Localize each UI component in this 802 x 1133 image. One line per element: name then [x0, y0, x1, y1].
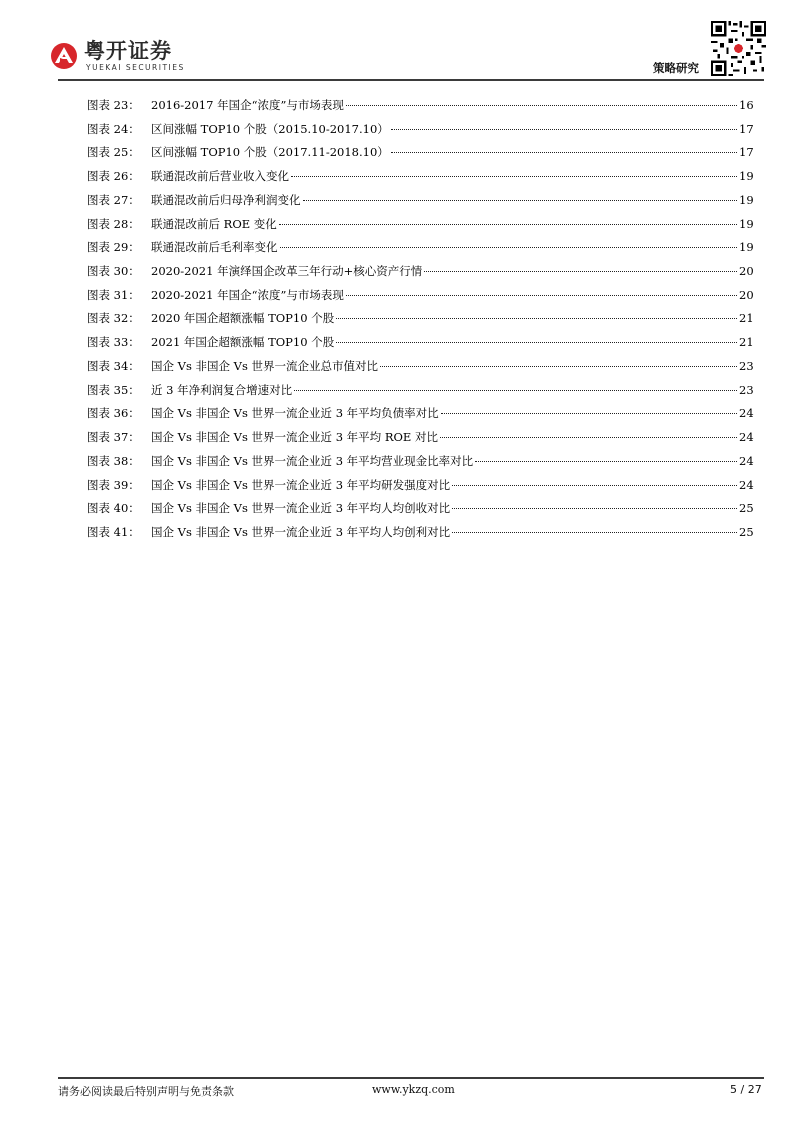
toc-entry-page: 16 [739, 98, 754, 112]
toc-entry[interactable] [87, 141, 754, 165]
toc-dot-leader [424, 271, 737, 272]
toc-entry-title: 联通混改前后营业收入变化 [151, 169, 289, 184]
toc-dot-leader [336, 318, 737, 319]
toc-dot-leader [346, 295, 737, 296]
toc-entry-label: 图表 39： [87, 477, 140, 492]
figure-index-list [87, 94, 754, 545]
toc-entry-label: 图表 28： [87, 216, 140, 231]
toc-entry-page: 17 [739, 121, 754, 136]
toc-dot-leader [452, 532, 737, 533]
toc-dot-leader [452, 508, 737, 509]
toc-entry[interactable] [87, 402, 754, 426]
toc-entry-page: 21 [739, 311, 754, 326]
toc-entry-title: 2020-2021 年演绎国企改革三年行动+核心资产行情 [151, 264, 423, 279]
toc-entry-page: 25 [739, 524, 754, 539]
yuekai-logo-icon [50, 42, 78, 70]
toc-entry-label: 图表 30： [87, 264, 140, 279]
header-divider [58, 79, 764, 81]
toc-entry[interactable] [87, 165, 754, 189]
toc-entry[interactable] [87, 236, 754, 260]
toc-entry-label: 图表 33： [87, 335, 140, 350]
toc-dot-leader [294, 390, 737, 391]
toc-entry-page: 19 [739, 192, 754, 207]
toc-entry-page: 24 [739, 406, 754, 421]
toc-entry[interactable] [87, 118, 754, 142]
toc-dot-leader [336, 342, 737, 343]
toc-entry[interactable] [87, 331, 754, 355]
footer-website: www.ykzq.com [372, 1083, 455, 1096]
toc-dot-leader [440, 437, 737, 438]
toc-entry-page: 19 [739, 169, 754, 184]
toc-entry-title: 国企 Vs 非国企 Vs 世界一流企业近 3 年平均 ROE 对比 [151, 430, 438, 445]
page-number: 5 / 27 [730, 1083, 762, 1096]
toc-entry-title: 区间涨幅 TOP10 个股（2015.10-2017.10） [151, 121, 389, 136]
toc-entry-title: 2020-2021 年国企“浓度”与市场表现 [151, 287, 344, 302]
toc-entry-label: 图表 29： [87, 240, 140, 255]
toc-dot-leader [441, 413, 737, 414]
toc-entry-page: 23 [739, 382, 754, 397]
toc-entry-label: 图表 23： [87, 98, 140, 112]
toc-entry[interactable] [87, 497, 754, 521]
toc-entry-label: 图表 38： [87, 453, 140, 468]
toc-entry-label: 图表 25： [87, 145, 140, 160]
toc-entry-label: 图表 35： [87, 382, 140, 397]
toc-entry-page: 19 [739, 216, 754, 231]
toc-entry-title: 联通混改前后 ROE 变化 [151, 216, 277, 231]
toc-entry-title: 国企 Vs 非国企 Vs 世界一流企业近 3 年平均负债率对比 [151, 406, 439, 421]
toc-entry-title: 联通混改前后毛利率变化 [151, 240, 278, 255]
toc-entry[interactable] [87, 355, 754, 379]
toc-entry[interactable] [87, 379, 754, 403]
toc-entry[interactable] [87, 213, 754, 237]
toc-entry-page: 19 [739, 240, 754, 255]
toc-entry[interactable] [87, 260, 754, 284]
toc-entry-page: 21 [739, 335, 754, 350]
toc-entry-title: 国企 Vs 非国企 Vs 世界一流企业近 3 年平均研发强度对比 [151, 477, 451, 492]
toc-entry-title: 2021 年国企超额涨幅 TOP10 个股 [151, 335, 335, 350]
toc-entry[interactable] [87, 307, 754, 331]
toc-entry-title: 国企 Vs 非国企 Vs 世界一流企业总市值对比 [151, 358, 379, 373]
toc-entry-label: 图表 40： [87, 501, 140, 516]
toc-entry-label: 图表 41： [87, 524, 140, 539]
toc-dot-leader [279, 224, 737, 225]
toc-entry[interactable] [87, 426, 754, 450]
toc-entry-label: 图表 26： [87, 169, 140, 184]
toc-dot-leader [280, 247, 738, 248]
toc-dot-leader [380, 366, 737, 367]
toc-entry-title: 区间涨幅 TOP10 个股（2017.11-2018.10） [151, 145, 389, 160]
toc-entry-label: 图表 31： [87, 287, 140, 302]
toc-entry-label: 图表 24： [87, 121, 140, 136]
toc-entry[interactable] [87, 94, 754, 118]
toc-entry-title: 国企 Vs 非国企 Vs 世界一流企业近 3 年平均营业现金比率对比 [151, 453, 474, 468]
toc-entry[interactable] [87, 189, 754, 213]
toc-dot-leader [452, 485, 737, 486]
toc-entry-label: 图表 32： [87, 311, 140, 326]
toc-entry-title: 近 3 年净利润复合增速对比 [151, 382, 293, 397]
toc-entry-title: 国企 Vs 非国企 Vs 世界一流企业近 3 年平均人均创利对比 [151, 524, 451, 539]
toc-entry-page: 17 [739, 145, 754, 160]
qr-code-icon [711, 21, 766, 76]
toc-entry-page: 25 [739, 501, 754, 516]
toc-entry-label: 图表 27： [87, 192, 140, 207]
footer-divider [58, 1077, 764, 1079]
toc-entry-page: 24 [739, 477, 754, 492]
footer-disclaimer: 请务必阅读最后特别声明与免责条款 [58, 1085, 234, 1098]
toc-dot-leader [475, 461, 737, 462]
toc-entry-label: 图表 37： [87, 430, 140, 445]
report-category: 策略研究 [653, 61, 699, 75]
toc-entry-title: 2016-2017 年国企“浓度”与市场表现 [151, 98, 344, 112]
toc-dot-leader [291, 176, 737, 177]
toc-dot-leader [303, 200, 738, 201]
toc-entry-title: 联通混改前后归母净利润变化 [151, 192, 301, 207]
toc-entry-label: 图表 34： [87, 358, 140, 373]
toc-entry[interactable] [87, 474, 754, 498]
toc-entry-label: 图表 36： [87, 406, 140, 421]
toc-entry-page: 24 [739, 453, 754, 468]
page-header [0, 0, 802, 90]
toc-entry-page: 23 [739, 358, 754, 373]
toc-entry[interactable] [87, 284, 754, 308]
logo-company-name-en: YUEKAI SECURITIES [86, 63, 185, 72]
logo-company-name: 粤开证券 [84, 39, 172, 63]
toc-entry-page: 20 [739, 264, 754, 279]
toc-entry-title: 2020 年国企超额涨幅 TOP10 个股 [151, 311, 335, 326]
toc-entry-page: 24 [739, 430, 754, 445]
toc-entry-title: 国企 Vs 非国企 Vs 世界一流企业近 3 年平均人均创收对比 [151, 501, 451, 516]
toc-entry-page: 20 [739, 287, 754, 302]
toc-dot-leader [391, 152, 737, 153]
toc-entry[interactable] [87, 450, 754, 474]
toc-dot-leader [391, 129, 737, 130]
toc-dot-leader [346, 105, 737, 106]
toc-entry[interactable] [87, 521, 754, 545]
